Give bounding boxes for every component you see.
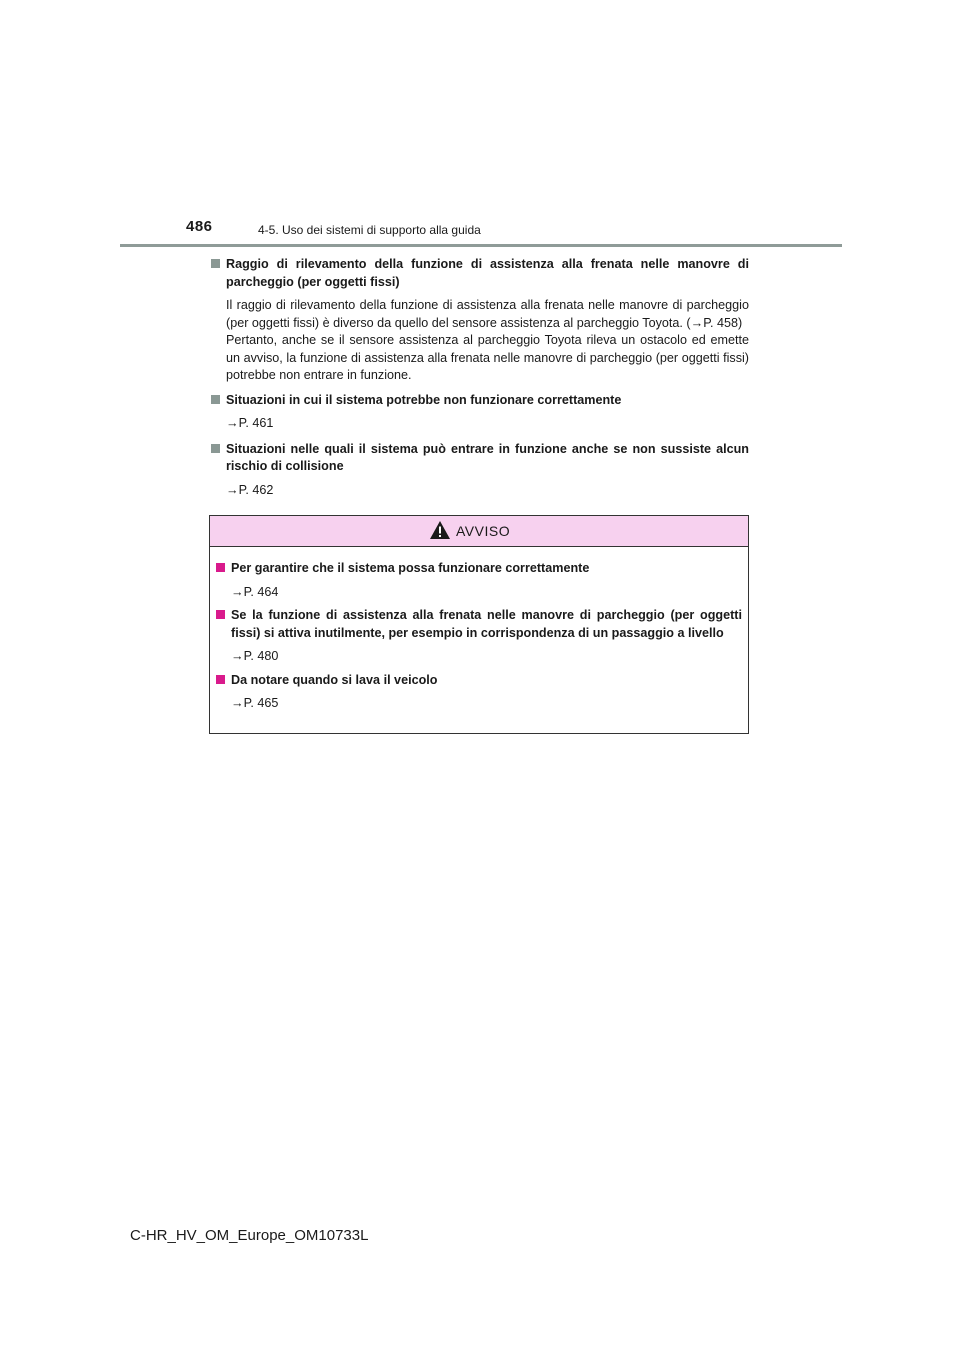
page-reference-link[interactable]: →P. 464 — [231, 584, 279, 599]
section-false-activation — [211, 441, 749, 500]
section-heading — [211, 392, 749, 410]
page-reference-link[interactable]: →P. 462 — [226, 482, 274, 497]
square-bullet-icon — [211, 395, 220, 404]
warning-item-text: Se la funzione di assistenza alla frenata nelle manovre di parcheggio (per oggetti fissi) si attiva inutilmente, per esempio in corrispondenza di un passaggio a livello — [231, 608, 742, 640]
section-malfunction — [211, 392, 749, 433]
section-title: 4-5. Uso dei sistemi di supporto alla guida — [258, 223, 481, 237]
page-reference-link[interactable]: →P. 480 — [231, 649, 279, 663]
warning-item-heading — [216, 672, 742, 690]
section-heading-text: Raggio di rilevamento della funzione di assistenza alla frenata nelle manovre di parcheggio (per oggetti fissi) — [226, 257, 749, 289]
warning-item-heading — [216, 560, 742, 578]
square-bullet-icon — [216, 563, 225, 572]
section-heading-text: Situazioni nelle quali il sistema può entrare in funzione anche se non sussiste alcun rischio di collisione — [226, 441, 749, 473]
section-body: Il raggio di rilevamento della funzione di assistenza alla frenata nelle manovre di parcheggio (per oggetti fissi) è diverso da quello del sensore assistenza al parcheggio Toyota. (→P. 458) Pertanto, anche se il sensore assistenza al parcheggio Toyota rileva un ostacolo ed emette un avviso, la funzione di assistenza alla frenata nelle manovre di parcheggio (per oggetti fissi) potrebbe non entrare in funzione. — [226, 298, 749, 382]
header-rule — [120, 244, 842, 247]
warning-header — [210, 516, 748, 547]
section-heading — [211, 256, 749, 291]
footer-document-code: C-HR_HV_OM_Europe_OM10733L — [130, 1227, 369, 1244]
square-bullet-icon — [211, 259, 220, 268]
page-reference-link[interactable]: →P. 461 — [226, 416, 274, 430]
section-heading-text: Situazioni in cui il sistema potrebbe non funzionare correttamente — [226, 392, 622, 407]
warning-item-heading — [216, 607, 742, 642]
page-number: 486 — [186, 218, 213, 235]
main-content — [211, 256, 749, 507]
square-bullet-icon — [211, 444, 220, 453]
square-bullet-icon — [216, 675, 225, 684]
section-detection-range — [211, 256, 749, 385]
section-heading — [211, 441, 749, 476]
warning-item-text: Da notare quando si lava il veicolo — [231, 672, 438, 687]
square-bullet-icon — [216, 610, 225, 619]
warning-item-text: Per garantire che il sistema possa funzionare correttamente — [231, 561, 590, 575]
warning-body — [210, 547, 748, 713]
warning-label: AVVISO — [456, 523, 511, 539]
warning-box — [209, 515, 749, 734]
warning-triangle-icon — [429, 520, 451, 540]
page-reference-link[interactable]: →P. 465 — [231, 696, 279, 710]
